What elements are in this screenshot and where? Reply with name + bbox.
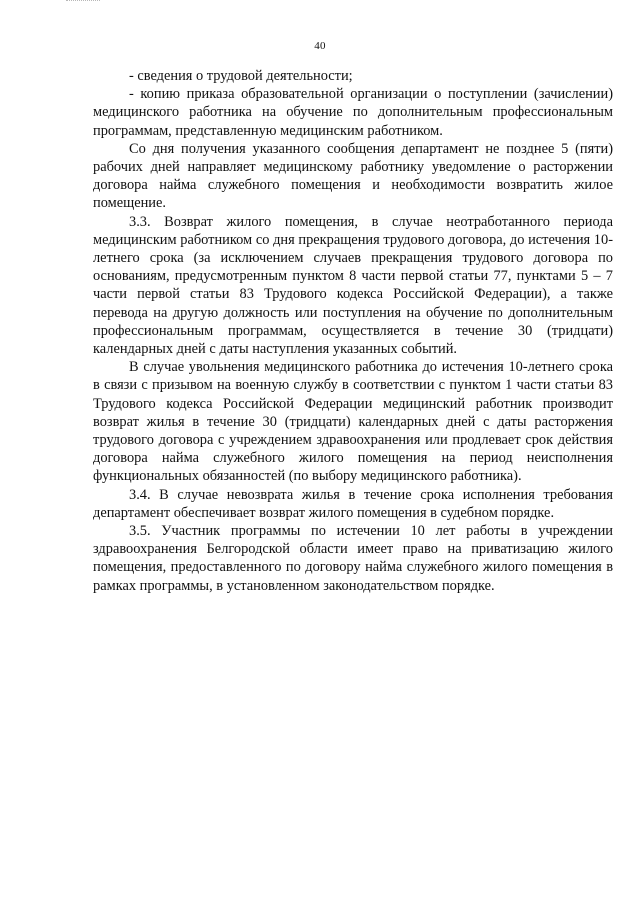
paragraph-military-service: В случае увольнения медицинского работника до истечения 10-летнего срока в связи с призывом на военную службу в соответствии с пунктом 1 части статьи 83 Трудового кодекса Российской Федерации медицинский работник производит возврат жилья в течение 30 (тридцати) календарных дней с даты расторжения трудового договора с учреждением здравоохранения или продлевает срок действия договора найма служебного жилого помещения на период неисполнения функциональных обязанностей (по выбору медицинского работника). xyxy=(93,359,613,485)
paragraph-employment-info: - сведения о трудовой деятельности; xyxy=(129,68,353,84)
document-body xyxy=(93,67,613,595)
paragraph-clause-3-5: 3.5. Участник программы по истечении 10 лет работы в учреждении здравоохранения Белгородской области имеет право на приватизацию жилого помещения, предоставленного по договору найма служебного жилого помещения в рамках программы, в установленном законодательством порядке. xyxy=(93,523,613,594)
scan-edge-mark xyxy=(66,0,100,4)
paragraph-clause-3-4: 3.4. В случае невозврата жилья в течение срока исполнения требования департамент обеспечивает возврат жилого помещения в судебном порядке. xyxy=(93,486,613,521)
paragraph-enrollment-order: - копию приказа образовательной организации о поступлении (зачислении) медицинского работника на обучение по дополнительным профессиональным программам, представленную медицинским работником. xyxy=(93,86,613,139)
paragraph-notification: Со дня получения указанного сообщения департамент не позднее 5 (пяти) рабочих дней направляет медицинскому работнику уведомление о расторжении договора найма служебного помещения и необходимости возвратить жилое помещение. xyxy=(93,140,613,212)
page-number: 40 xyxy=(314,40,326,52)
paragraph-clause-3-3: 3.3. Возврат жилого помещения, в случае неотработанного периода медицинским работником со дня прекращения трудового договора, до истечения 10-летнего срока (за исключением случаев прекращения трудового договора по основаниям, предусмотренным пунктом 8 части первой статьи 77, пунктами 5 – 7 части первой статьи 83 Трудового кодекса Российской Федерации), а также перевода на другую должность или поступления на обучение по дополнительным профессиональным программам, осуществляется в течение 30 (тридцати) календарных дней с даты наступления указанных событий. xyxy=(93,213,613,358)
